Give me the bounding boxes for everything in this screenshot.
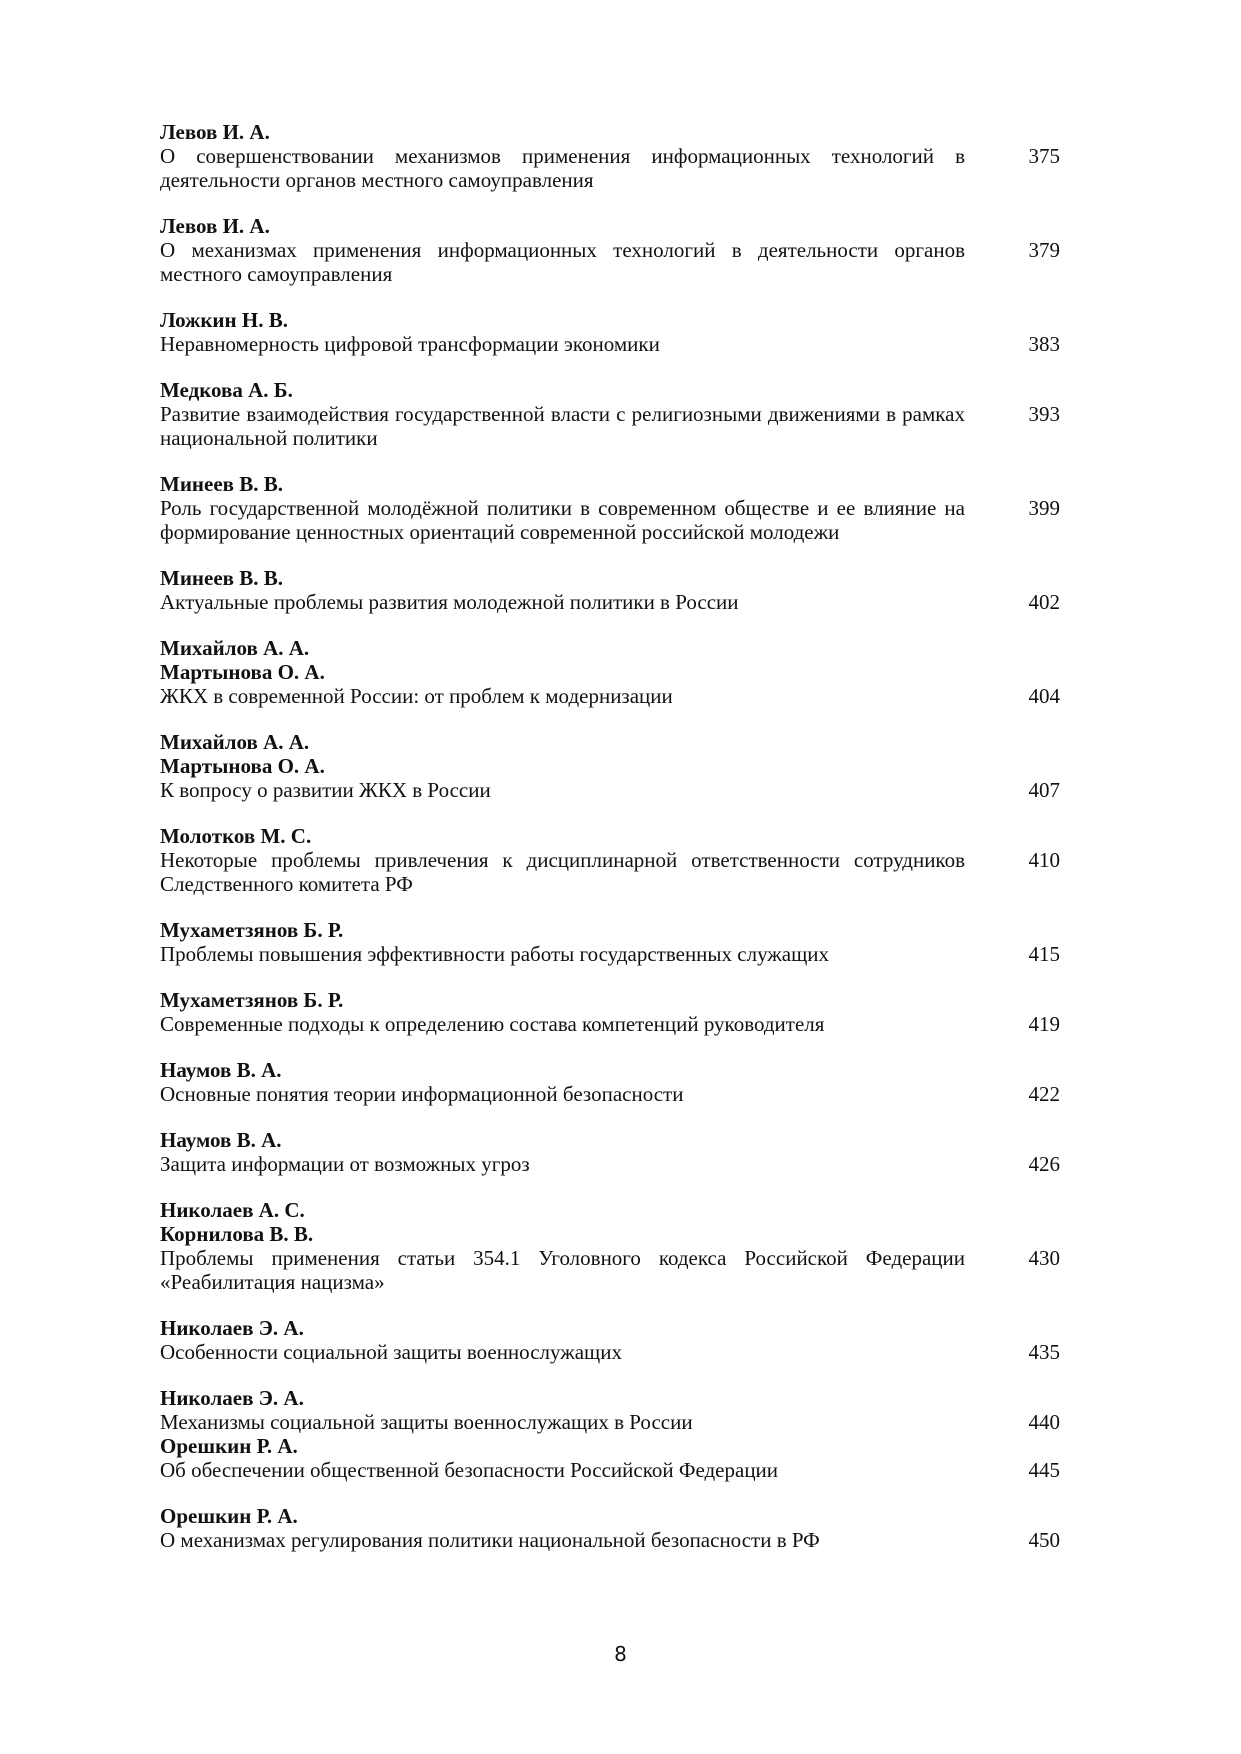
entry-author: Молотков М. С. — [160, 824, 312, 848]
toc-entry — [160, 214, 1060, 286]
entry-page-number: 445 — [1028, 1458, 1060, 1482]
entry-title: Особенности социальной защиты военнослужащих — [160, 1340, 622, 1364]
table-of-contents — [160, 120, 1060, 1552]
entry-author: Николаев А. С. — [160, 1198, 305, 1222]
toc-entry — [160, 1386, 1060, 1434]
toc-entry — [160, 308, 1060, 356]
entry-author: Левов И. А. — [160, 120, 270, 144]
entry-page-number: 410 — [1028, 848, 1060, 872]
entry-page-number: 440 — [1028, 1410, 1060, 1434]
entry-page-number: 375 — [1028, 144, 1060, 168]
toc-entry — [160, 636, 1060, 708]
entry-title: ЖКХ в современной России: от проблем к модернизации — [160, 684, 673, 708]
toc-entry — [160, 378, 1060, 450]
entry-title: Защита информации от возможных угроз — [160, 1152, 530, 1176]
entry-title: Актуальные проблемы развития молодежной политики в России — [160, 590, 739, 614]
entry-author: Мухаметзянов Б. Р. — [160, 918, 344, 942]
toc-entry — [160, 1434, 1060, 1482]
entry-author: Минеев В. В. — [160, 472, 284, 496]
entry-title: Некоторые проблемы привлечения к дисциплинарной ответственности сотрудников Следственного комитета РФ — [160, 848, 965, 896]
entry-author: Медкова А. Б. — [160, 378, 293, 402]
entry-author: Николаев Э. А. — [160, 1386, 304, 1410]
entry-coauthor: Корнилова В. В. — [160, 1222, 314, 1246]
toc-entry — [160, 1058, 1060, 1106]
toc-entry — [160, 1198, 1060, 1294]
entry-page-number: 383 — [1028, 332, 1060, 356]
entry-page-number: 415 — [1028, 942, 1060, 966]
entry-author: Ложкин Н. В. — [160, 308, 288, 332]
toc-entry — [160, 988, 1060, 1036]
entry-title: О механизмах применения информационных технологий в деятельности органов местного самоуправления — [160, 238, 965, 286]
entry-title: Механизмы социальной защиты военнослужащих в России — [160, 1410, 693, 1434]
toc-entry — [160, 1128, 1060, 1176]
entry-page-number: 430 — [1028, 1246, 1060, 1270]
entry-title: Современные подходы к определению состава компетенций руководителя — [160, 1012, 825, 1036]
entry-author: Николаев Э. А. — [160, 1316, 304, 1340]
entry-title: Проблемы применения статьи 354.1 Уголовного кодекса Российской Федерации «Реабилитация нацизма» — [160, 1246, 965, 1294]
toc-entry — [160, 566, 1060, 614]
entry-page-number: 422 — [1028, 1082, 1060, 1106]
entry-title: Неравномерность цифровой трансформации экономики — [160, 332, 660, 356]
entry-page-number: 426 — [1028, 1152, 1060, 1176]
entry-author: Орешкин Р. А. — [160, 1504, 298, 1528]
entry-page-number: 402 — [1028, 590, 1060, 614]
entry-title: Основные понятия теории информационной безопасности — [160, 1082, 684, 1106]
toc-entry — [160, 1316, 1060, 1364]
entry-page-number: 435 — [1028, 1340, 1060, 1364]
entry-author: Наумов В. А. — [160, 1128, 282, 1152]
entry-author: Левов И. А. — [160, 214, 270, 238]
entry-page-number: 407 — [1028, 778, 1060, 802]
toc-entry — [160, 472, 1060, 544]
toc-entry — [160, 730, 1060, 802]
toc-entry — [160, 824, 1060, 896]
entry-coauthor: Мартынова О. А. — [160, 754, 325, 778]
page-footer-number: 8 — [614, 1642, 627, 1666]
entry-title: О совершенствовании механизмов применения информационных технологий в деятельности органов местного самоуправления — [160, 144, 965, 192]
entry-page-number: 404 — [1028, 684, 1060, 708]
toc-entry — [160, 1504, 1060, 1552]
entry-page-number: 399 — [1028, 496, 1060, 520]
entry-page-number: 419 — [1028, 1012, 1060, 1036]
entry-title: Развитие взаимодействия государственной власти с религиозными движениями в рамках национальной политики — [160, 402, 965, 450]
entry-page-number: 379 — [1028, 238, 1060, 262]
toc-entry — [160, 120, 1060, 192]
entry-title: Проблемы повышения эффективности работы государственных служащих — [160, 942, 830, 966]
entry-author: Мухаметзянов Б. Р. — [160, 988, 344, 1012]
entry-author: Минеев В. В. — [160, 566, 284, 590]
entry-author: Михайлов А. А. — [160, 636, 310, 660]
entry-page-number: 450 — [1028, 1528, 1060, 1552]
entry-title: К вопросу о развитии ЖКХ в России — [160, 778, 491, 802]
entry-author: Орешкин Р. А. — [160, 1434, 298, 1458]
toc-entry — [160, 918, 1060, 966]
entry-page-number: 393 — [1028, 402, 1060, 426]
entry-author: Михайлов А. А. — [160, 730, 310, 754]
entry-title: Роль государственной молодёжной политики в современном обществе и ее влияние на формирование ценностных ориентаций современной российской молодежи — [160, 496, 965, 544]
entry-coauthor: Мартынова О. А. — [160, 660, 325, 684]
entry-author: Наумов В. А. — [160, 1058, 282, 1082]
entry-title: Об обеспечении общественной безопасности Российской Федерации — [160, 1458, 779, 1482]
entry-title: О механизмах регулирования политики национальной безопасности в РФ — [160, 1528, 820, 1552]
